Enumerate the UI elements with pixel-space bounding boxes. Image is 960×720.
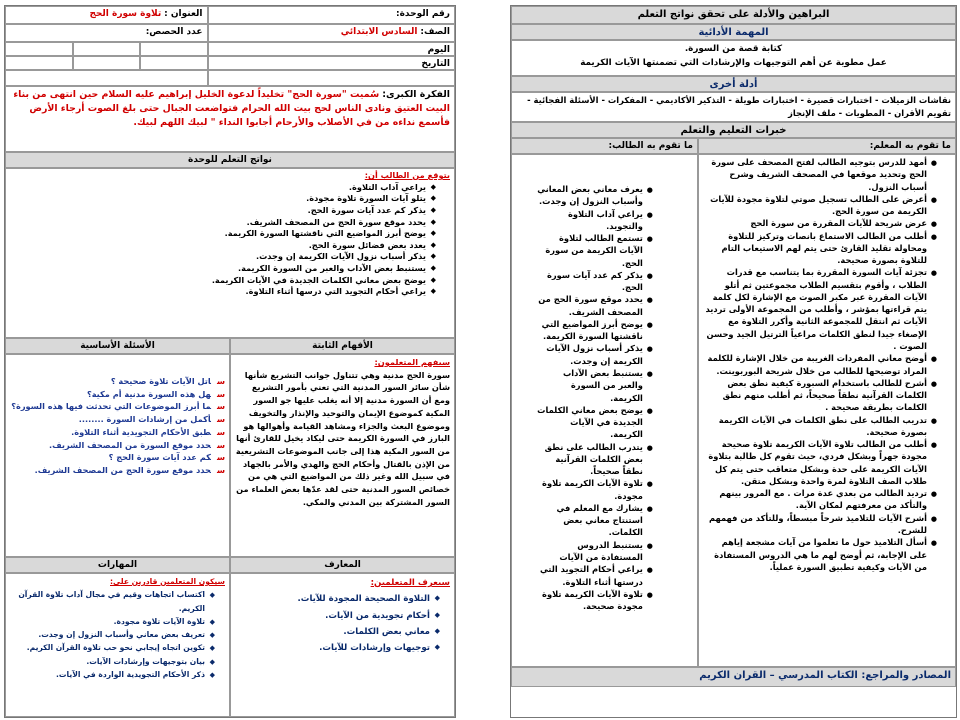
question-item: [10, 464, 225, 477]
skill-item: ◆ تكوين اتجاه إيجابي نحو حب تلاوة القرآن الكريم.: [10, 641, 215, 654]
understandings-section: [230, 354, 455, 557]
teacher-activity-item: ● أشرح الآيات للتلاميذ شرحاً مبسطاً، وللتأكد من فهمهم للشرح.: [703, 512, 937, 537]
student-activity-item: ● يعرف معاني بعض المعاني وأسباب النزول إن وجدت.: [536, 183, 653, 208]
student-activity-item: ● تلاوة الآيات الكريمة تلاوة مجودة.: [536, 477, 653, 502]
question-marker: س: [216, 464, 225, 475]
question-text: حدد موقع السورة من المصحف الشريف.: [49, 439, 211, 450]
knowledge-item: ◆ توجيهات وإرشادات للآيات.: [235, 640, 440, 656]
columns-header: [511, 138, 956, 154]
question-marker: س: [216, 439, 225, 450]
student-activity-item: ● يتدرب الطالب على نطق بعض الكلمات القرآنية نطقاً صحيحاً.: [536, 441, 653, 478]
student-activity-item: ● يستنبط بعض الآداب والعبر من السورة الكريمة.: [536, 367, 653, 404]
question-marker: س: [216, 452, 225, 463]
big-idea: الفكرة الكبرى: سُميت "سورة الحج" تخليداً لدعوة الخليل إبراهيم عليه السلام حين انتهى من بناء البيت العتيق ونادى الناس لحج بيت الله الحرام فتواضعت الجبال حتى بلغ الصوت أرجاء الأرض فأسمع نداءه من في الأصلاب والأرحام أجابوا النداء " لبيك اللهم لبيك.: [5, 86, 455, 152]
questions-list: [10, 375, 225, 477]
teacher-activities: [698, 154, 956, 667]
outcome-item: ◆ يستنبط بعض الآداب والعبر من السورة الكريمة.: [10, 263, 436, 275]
teacher-activity-item: ● تدريب الطالب على نطق الكلمات في الآيات الكريمة بصورة صحيحة.: [703, 414, 937, 439]
evidence-page: [510, 5, 957, 718]
teacher-activity-item: ● أمهد للدرس بتوجيه الطالب لفتح المصحف على سورة الحج وتحديد موقعها في المصحف الشريف وشرح أسباب النزول.: [703, 156, 937, 193]
question-text: اتل الآيات تلاوة صحيحة ؟: [110, 376, 211, 386]
skill-item: ◆ تعريف بعض معاني وأسباب النزول إن وجدت.: [10, 628, 215, 641]
experiences-title: خبرات التعليم والتعلم: [511, 122, 956, 138]
skills-title: المهارات: [5, 557, 230, 573]
header-spacer: [208, 70, 456, 86]
outcomes-title: نواتج التعلم للوحدة: [5, 152, 455, 168]
outcomes-intro: يتوقع من الطالب أن:: [364, 170, 450, 180]
empty-grid-row-1: [5, 42, 208, 56]
outcomes-list: [10, 182, 450, 298]
mid-section: [5, 354, 455, 557]
performance-task: [511, 40, 956, 76]
understandings-intro: سيفهم المتعلمون:: [374, 357, 450, 367]
student-activity-item: ● يوضح أبرز المواضيع التي ناقشتها السورة الكريمة.: [536, 318, 653, 343]
teacher-activity-item: ● ترديد الطالب من بعدي عدة مرات . مع المرور بينهم والتأكد من معرفتهم لمكان الآية.: [703, 487, 937, 512]
skill-item: ◆ تلاوة الآيات تلاوة مجودة.: [10, 615, 215, 628]
outcome-item: ◆ يوضح بعض معاني الكلمات الجديدة في الآيات الكريمة.: [10, 275, 436, 287]
question-item: [10, 439, 225, 452]
question-text: طبق الأحكام التجويدية أثناء التلاوة.: [71, 426, 211, 437]
teacher-activity-item: ● أطلب من الطالب تلاوة الآيات الكريمة تلاوة صحيحة مجودة جهراً وبشكل فردي، حيث تقوم كل طالبة بتلاوة الآيات الكريمة على حدة وبشكل متعاقب حتى يتم كل طلاب الصف التلاوة لمرة واحدة وبشكل متقن.: [703, 438, 937, 487]
teacher-activity-item: ● أطلب من الطالب الاستماع بانصات وتركيز للتلاوة ومحاولة تقليد القارئ حتى يتم لهم الاستيعاب التام للتلاوة بصورة صحيحة.: [703, 230, 937, 267]
date-row: التاريخ: [208, 56, 456, 70]
skill-item: ◆ بيان بتوجيهات وإرشادات الآيات.: [10, 655, 215, 668]
bottom-section: [5, 573, 455, 717]
lesson-plan-page: [4, 5, 456, 718]
header-left-block: [5, 6, 208, 86]
student-activity-item: ● يراعي آداب التلاوة والتجويد.: [536, 208, 653, 233]
knowledge-item: ◆ معاني بعض الكلمات.: [235, 624, 440, 640]
student-activity-item: ● تلاوة الآيات الكريمة تلاوة مجودة صحيحة.: [536, 588, 653, 613]
student-activity-item: ● يستنبط الدروس المستفادة من الآيات: [536, 539, 653, 564]
skills-intro: سيكون المتعلمين قادرين على:: [110, 577, 225, 586]
performance-task-line-2: عمل مطوية عن أهم التوجيهات والإرشادات التي تضمنتها الآيات الكريمة: [580, 58, 887, 69]
teacher-activity-item: ● أسأل التلاميذ حول ما تعلموا من آيات مشجعة إياهم على الإجابة، ثم أوضح لهم ما هي الدروس المستفادة من الآيات وكيفية تطبيق السورة عملياً.: [703, 536, 937, 573]
teacher-activities-list: [703, 156, 951, 573]
question-marker: س: [216, 388, 225, 399]
student-activity-item: ● يراعي أحكام التجويد التي درستها أثناء التلاوة.: [536, 563, 653, 588]
activities-columns: [511, 154, 956, 667]
question-item: [10, 388, 225, 401]
understandings-text: سورة الحج مدنية وهي تتناول جوانب التشريع شأنها شأن سائر السور المدنية التي تعني بأمور التشريع ومع أن السورة مدنية إلا أنه يغلب عليها جو السور المكية كموضوع الإيمان والتوحيد والإنذار والتخويف وموضوع البعث والجزاء ومشاهد القيامة وأهوالها هو البارز في السورة الكريمة حتى ليكاد يخيل للقارئ أنها من السور المكية هذا إلى جانب الموضوعات التشريعية من الإذن بالقتال وأحكام الحج والهدي والأمر بالجهاد في سبيل الله وغير ذلك من المواضيع التي هي من خصائص السور المدنية حتى لقد عدّها بعض العلماء من السور المشتركة بين المدني والمكي.: [235, 369, 450, 507]
student-activity-item: ● يذكر أسباب نزول الآيات الكريمة إن وجدت.: [536, 342, 653, 367]
student-activity-item: ● يحدد موقع سورة الحج من المصحف الشريف.: [536, 293, 653, 318]
teacher-activity-item: ● تجزئة آيات السورة المقررة بما يتناسب مع قدرات الطلاب ، وأقوم بتقسيم الطلاب مجموعتين ثم أتلو الآيات المقررة عبر مكبر الصوت مع الإشارة لكل كلمة يتم قراءتها بمؤشر ، وأطلب من المجموعة الأولى ترديد الآيات ثم انتقل للمجموعة الثانية وأكرر التلاوة مع الإصغاء جيدا لنطق الكلمات مراعياً الترتيل الجيد وحسن الصوت .: [703, 266, 937, 352]
skills-section: [5, 573, 230, 717]
bottom-titles-row: [5, 557, 455, 573]
question-item: [10, 451, 225, 464]
question-marker: س: [216, 426, 225, 437]
outcome-item: ◆ يراعي أحكام التجويد التي درسها أثناء التلاوة.: [10, 286, 436, 298]
understandings-title: الأفهام الثابتة: [230, 338, 455, 354]
knowledge-section: [230, 573, 455, 717]
question-text: هل هذه السورة مدنية أم مكية؟: [86, 388, 211, 399]
lesson-header: [5, 6, 455, 86]
other-evidence: نقاشات الزميلات - اختبارات قصيرة - اختبارات طويلة - التذكير الأكاديمي - المفكرات - الأسئلة الفجائية - تقويم الأقران - المطويات - ملف الإنجاز: [511, 92, 956, 122]
empty-grid-row-2: [5, 56, 208, 70]
outcome-item: ◆ يراعي آداب التلاوة.: [10, 182, 436, 194]
class-row: الصف: السادس الابتدائي: [208, 24, 456, 42]
outcome-item: ◆ يذكر كم عدد آيات سورة الحج.: [10, 205, 436, 217]
knowledge-item: ◆ التلاوة الصحيحة المجودة للآيات.: [235, 591, 440, 607]
student-activities-list: [516, 183, 693, 612]
skill-item: ◆ ذكر الأحكام التجويدية الواردة في الآيات.: [10, 668, 215, 681]
performance-task-title: المهمة الأدائية: [511, 24, 956, 40]
teacher-activity-item: ● أشرح للطالب باستخدام السبورة كيفية نطق بعض الكلمات القرآنية نطقاً صحيحاً، ثم أطلب منهم نطق الكلمات بطريقة صحيحة .: [703, 377, 937, 414]
evidence-page-title: البراهين والأدلة على تحقق نواتج التعلم: [511, 6, 956, 24]
day-row: اليوم: [208, 42, 456, 56]
teacher-column-title: ما تقوم به المعلم:: [698, 138, 956, 154]
question-item: [10, 426, 225, 439]
skill-item: ◆ اكتساب اتجاهات وقيم في مجال آداب تلاوة القرآن الكريم.: [10, 588, 215, 615]
question-marker: س: [216, 376, 225, 386]
outcome-item: ◆ يوضح أبرز المواضيع التي ناقشتها السورة الكريمة.: [10, 228, 436, 240]
student-activity-item: ● تستمع الطالب لتلاوة الآيات الكريمة من سورة الحج.: [536, 232, 653, 269]
question-marker: س: [216, 401, 225, 412]
outcome-item: ◆ يحدد موقع سورة الحج من المصحف الشريف.: [10, 217, 436, 229]
unit-number: رقم الوحدة:: [208, 6, 456, 24]
question-text: ما أبرز الموضوعات التي تحدثت فيها هذه السورة؟: [11, 401, 211, 412]
teacher-activity-item: ● أعرض على الطالب تسجيل صوتي لتلاوة مجودة للآيات الكريمة من سورة الحج.: [703, 193, 937, 218]
questions-title: الأسئلة الأساسية: [5, 338, 230, 354]
question-text: حدد موقع سورة الحج من المصحف الشريف.: [34, 464, 211, 475]
question-item: [10, 375, 225, 388]
knowledge-title: المعارف: [230, 557, 455, 573]
question-item: [10, 413, 225, 426]
performance-task-line-1: كتابة قصة من السورة.: [684, 44, 783, 54]
skills-list: [10, 588, 225, 681]
student-activity-item: ● يشارك مع المعلم في استنتاج معاني بعض الكلمات.: [536, 502, 653, 539]
outcome-item: ◆ يتلو آيات السورة تلاوة مجودة.: [10, 193, 436, 205]
teacher-activity-item: ● أوضح معاني المفردات الغريبة من خلال الإشارة للكلمة المراد توضيحها للطالب من خلال شريحة البوربوينت.: [703, 352, 937, 377]
question-item: [10, 400, 225, 413]
question-text: كم عدد آيات سورة الحج ؟: [108, 452, 211, 463]
teacher-activity-item: ● عرض شريحة للآيات المقررة من سورة الحج: [703, 217, 937, 229]
question-marker: س: [216, 414, 225, 425]
knowledge-list: [235, 591, 450, 656]
mid-titles-row: [5, 338, 455, 354]
knowledge-item: ◆ أحكام تجويدية من الآيات.: [235, 608, 440, 624]
student-activity-item: ● يذكر كم عدد آيات سورة الحج.: [536, 269, 653, 294]
outcomes-section: [5, 168, 455, 338]
lesson-title: العنوان : تلاوة سورة الحج: [5, 6, 208, 24]
questions-section: [5, 354, 230, 557]
student-activity-item: ● يوضح بعض معاني الكلمات الجديدة في الآيات الكريمة.: [536, 404, 653, 441]
question-text: أكمل من إرشادات السورة ........: [78, 414, 211, 425]
knowledge-intro: سيعرف المتعلمين:: [370, 578, 450, 588]
sources-references: المصادر والمراجع: الكتاب المدرسي – القران الكريم: [511, 667, 956, 687]
outcome-item: ◆ يذكر أسباب نزول الآيات الكريمة إن وجدت.: [10, 251, 436, 263]
student-column-title: ما تقوم به الطالب:: [511, 138, 698, 154]
periods-count: عدد الحصص:: [5, 24, 208, 42]
student-activities: [511, 154, 698, 667]
outcome-item: ◆ يعدد بعض فضائل سورة الحج.: [10, 240, 436, 252]
other-evidence-title: أدلة أخرى: [511, 76, 956, 92]
header-right-block: [208, 6, 456, 86]
